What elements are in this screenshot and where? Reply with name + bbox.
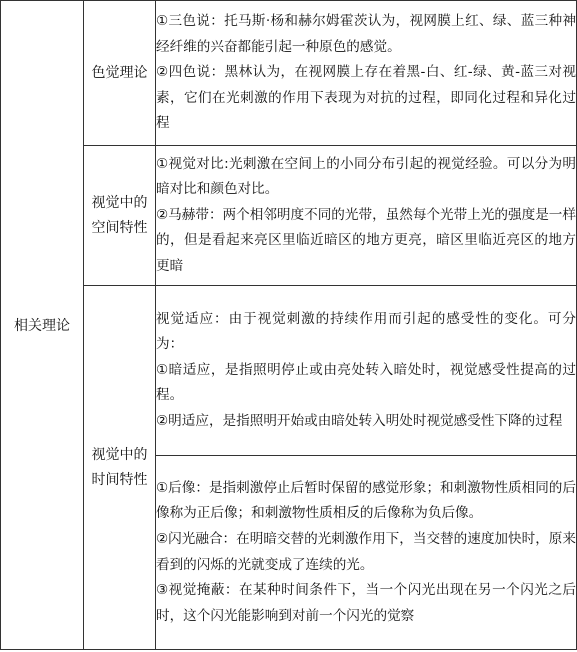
visual-adaptation-text: 视觉适应：由于视觉刺激的持续作用而引起的感受性的变化。可分为：: [156, 310, 576, 353]
dark-adaptation-text: ①暗适应，是指照明停止或由亮处转入暗处时，视觉感受性提高的过程。: [156, 361, 576, 404]
opponent-process-theory-text: ②四色说：黑林认为，在视网膜上存在着黑-白、红-绿、黄-蓝三对视素，它们在光刺激的作用下表现为对抗的过程，即同化过程和异化过程: [156, 64, 576, 132]
spatial-label-line1: 视觉中的: [91, 194, 148, 211]
afterimage-text: ①后像：是指刺激停止后暂时保留的感觉形象；和刺激物性质相同的后像称为正后像；和刺激物性质相反的后像称为负后像。: [156, 479, 576, 522]
adaptation-content: [156, 286, 577, 456]
color-theory-label: 色觉理论: [91, 64, 148, 81]
main-category-label: 相关理论: [1, 1, 84, 650]
spatial-content: [156, 146, 577, 286]
light-adaptation-text: ②明适应，是指照明开始或由暗处转入明处时视觉感受性下降的过程: [156, 412, 563, 429]
table-row-adaptation: [1, 286, 577, 456]
color-theory-content: [156, 1, 577, 146]
trichromatic-theory-text: ①三色说：托马斯·杨和赫尔姆霍茨认为，视网膜上红、绿、蓝三种神经纤维的兴奋都能引起一种原色的感觉。: [156, 13, 576, 55]
sub-category-temporal: [84, 286, 156, 650]
sub-category-color-theory: [84, 1, 156, 146]
spatial-label-line2: 空间特性: [91, 219, 148, 236]
visual-masking-text: ③视觉掩蔽：在某种时间条件下，当一个闪光出现在另一个闪光之后时，这个闪光能影响到对前一个闪光的觉察: [156, 582, 576, 624]
afterimage-content: [156, 456, 577, 650]
mach-band-text: ②马赫带：两个相邻明度不同的光带，虽然每个光带上光的强度是一样的，但是看起来亮区里临近暗区的地方更亮，暗区里临近亮区的地方更暗: [156, 206, 576, 274]
sub-category-spatial: [84, 146, 156, 286]
temporal-label-line2: 时间特性: [91, 471, 148, 488]
flicker-fusion-text: ②闪光融合：在明暗交替的光刺激作用下，当交替的速度加快时，原来看到的闪烁的光就变成了连续的光。: [156, 530, 576, 573]
table-row-spatial: [1, 146, 577, 286]
table-row-color-theory: [1, 1, 577, 146]
temporal-label-line1: 视觉中的: [91, 446, 148, 463]
visual-contrast-text: ①视觉对比:光刺激在空间上的小同分布引起的视觉经验。可以分为明暗对比和颜色对比。: [156, 155, 576, 198]
